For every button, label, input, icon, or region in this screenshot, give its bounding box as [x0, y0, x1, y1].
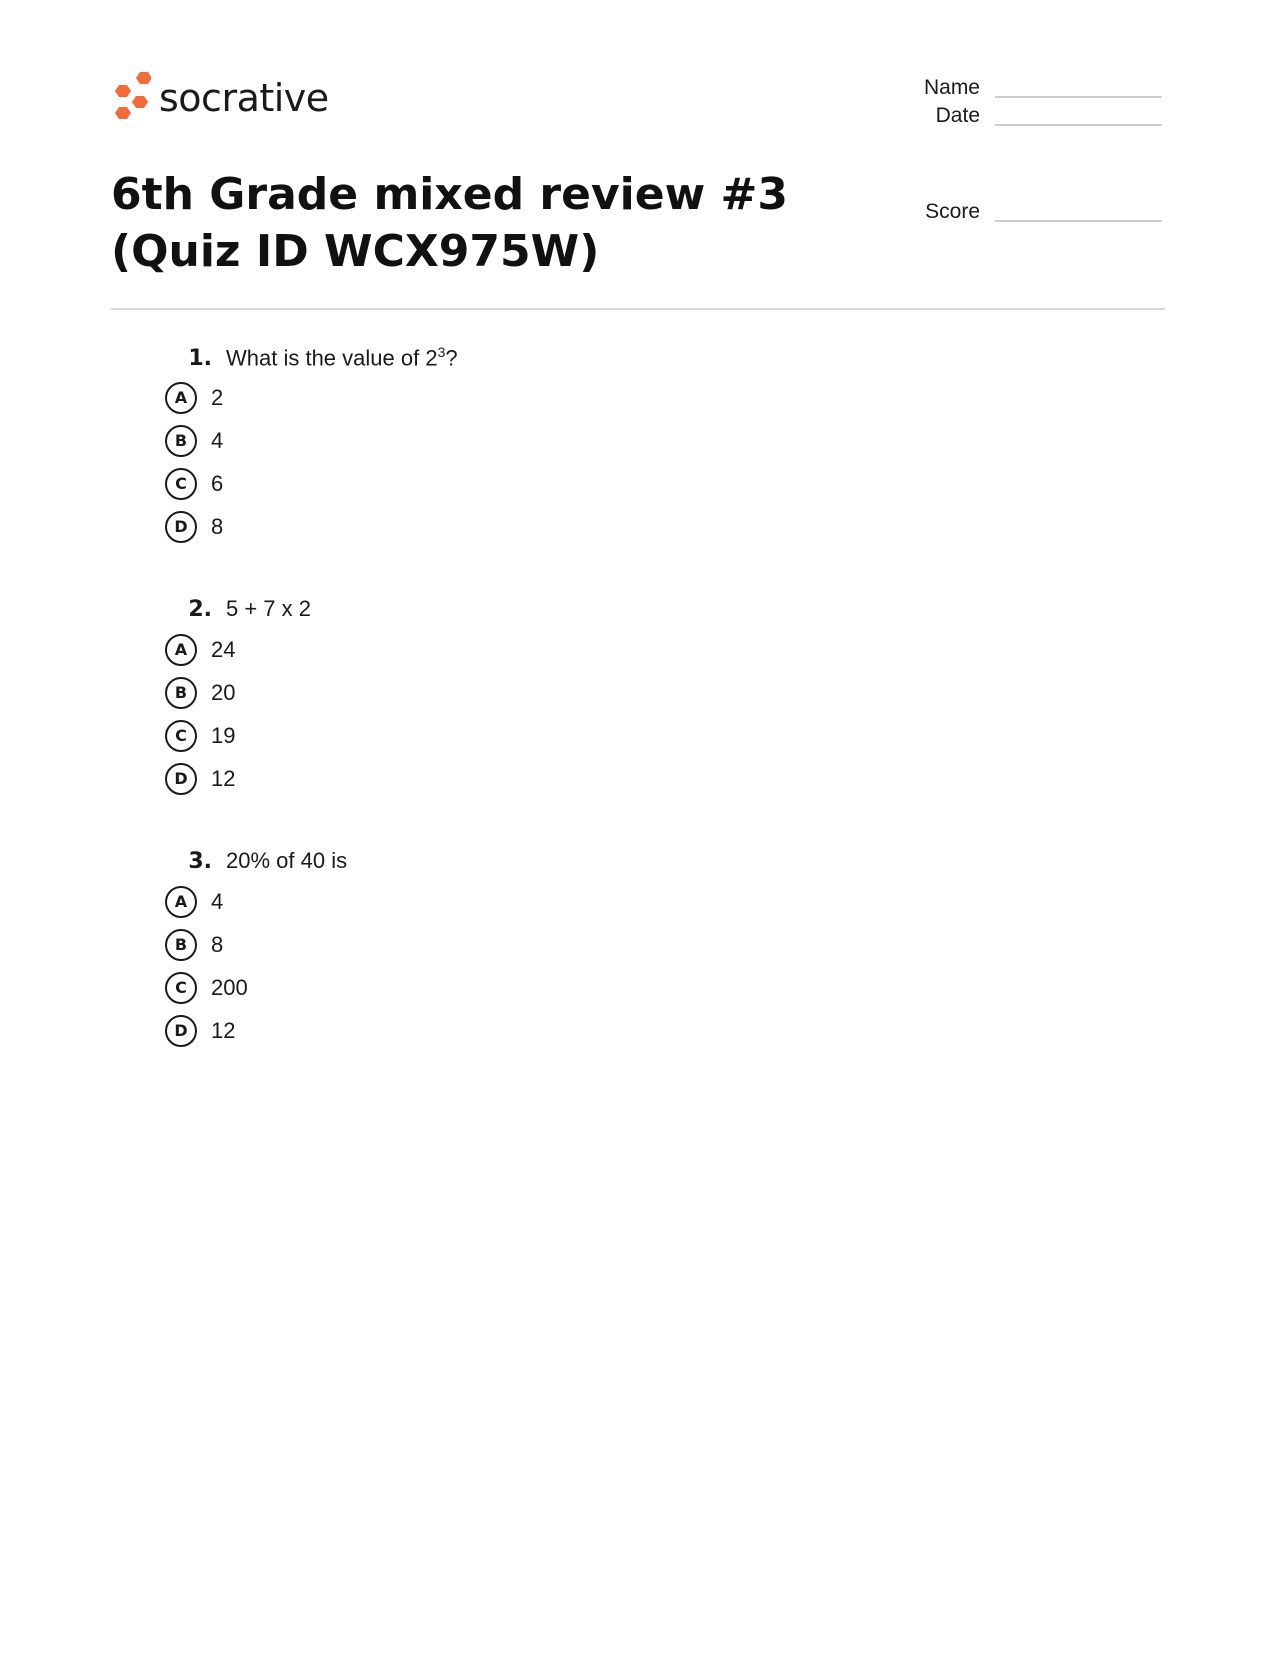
answer-bubble-b[interactable]: B [165, 677, 197, 709]
answer-text: 12 [211, 1017, 236, 1043]
question-number: 1. [188, 346, 212, 372]
score-field [870, 200, 1162, 224]
page-title: 6th Grade mixed review #3 (Quiz ID WCX975W) [111, 169, 789, 277]
answer-text: 20 [211, 679, 236, 705]
answer-option-d[interactable] [165, 1009, 865, 1052]
answer-option-b[interactable] [165, 671, 865, 714]
answer-bubble-d[interactable]: D [165, 763, 197, 795]
score-line[interactable] [995, 219, 1162, 222]
question-text: 20% of 40 is [226, 848, 348, 873]
answer-option-d[interactable] [165, 505, 865, 548]
answer-text: 4 [211, 888, 224, 914]
name-line[interactable] [995, 95, 1162, 98]
name-label: Name [923, 76, 980, 99]
question-text: 5 + 7 x 2 [226, 596, 312, 621]
question-number: 2. [188, 597, 212, 622]
header-divider [111, 308, 1165, 310]
answer-option-d[interactable] [165, 757, 865, 800]
answer-bubble-b[interactable]: B [165, 425, 197, 457]
answer-text: 8 [211, 931, 224, 957]
socrative-logo [111, 72, 329, 124]
exponent: 3 [437, 344, 446, 360]
question-number: 3. [188, 849, 212, 874]
answer-option-c[interactable] [165, 714, 865, 757]
question-text: What is the value of $2^3$? [226, 344, 458, 371]
answer-text: 4 [211, 427, 224, 453]
answer-option-b[interactable] [165, 923, 865, 966]
brand-name: socrative [159, 76, 329, 120]
answer-option-a[interactable] [165, 376, 865, 419]
answer-option-a[interactable] [165, 880, 865, 923]
question-2 [165, 596, 865, 800]
answer-text: 2 [211, 384, 224, 410]
answer-bubble-c[interactable]: C [165, 468, 197, 500]
date-field [870, 104, 1162, 128]
answer-option-a[interactable] [165, 628, 865, 671]
answer-option-c[interactable] [165, 966, 865, 1009]
answer-bubble-a[interactable]: A [165, 886, 197, 918]
question-1 [165, 344, 865, 548]
date-label: Date [935, 104, 980, 127]
answer-bubble-c[interactable]: C [165, 972, 197, 1004]
answer-bubble-d[interactable]: D [165, 511, 197, 543]
answer-text: 12 [211, 765, 236, 791]
answer-option-b[interactable] [165, 419, 865, 462]
answer-text: 24 [211, 636, 236, 662]
date-line[interactable] [995, 123, 1162, 126]
answer-text: 6 [211, 470, 224, 496]
answer-text: 19 [211, 722, 236, 748]
answer-bubble-a[interactable]: A [165, 634, 197, 666]
name-field [870, 76, 1162, 100]
answer-text: 8 [211, 513, 224, 539]
score-label: Score [925, 200, 980, 223]
answer-bubble-b[interactable]: B [165, 929, 197, 961]
answer-text: 200 [211, 974, 248, 1000]
hexagon-cluster-icon [111, 72, 151, 124]
answer-bubble-c[interactable]: C [165, 720, 197, 752]
question-3 [165, 848, 865, 1052]
answer-option-c[interactable] [165, 462, 865, 505]
answer-bubble-a[interactable]: A [165, 382, 197, 414]
answer-bubble-d[interactable]: D [165, 1015, 197, 1047]
